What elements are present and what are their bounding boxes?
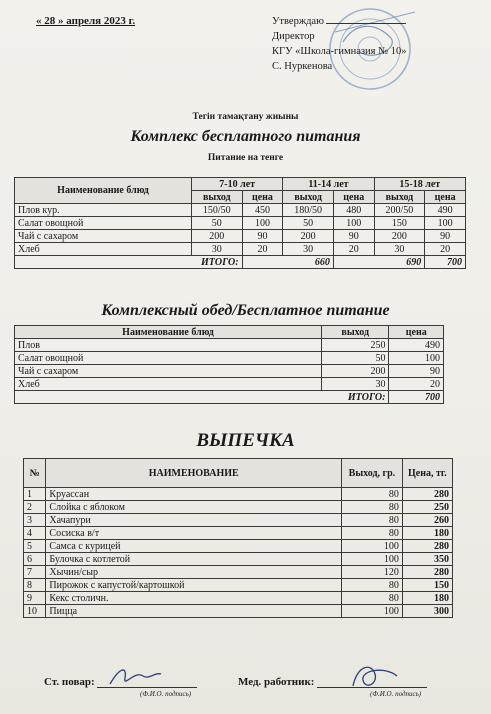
group-15-18: 15-18 лет xyxy=(374,178,465,191)
sub-header: выход xyxy=(283,191,334,204)
sub-header: цена xyxy=(333,191,374,204)
table-row: 8 Пирожок с капустой/картошкой 80 150 xyxy=(24,579,453,592)
complex-title: Комплекс бесплатного питания xyxy=(130,128,361,145)
age-group-menu-table xyxy=(14,177,466,269)
col-price: Цена, тг. xyxy=(402,459,452,488)
total-7-10: 660 xyxy=(242,256,333,269)
approve-line-4: С. Нуркенова xyxy=(272,61,333,72)
table-row: Хлеб 30 20 xyxy=(15,378,444,391)
sub-header: цена xyxy=(425,191,466,204)
table-row: Чай с сахаром 200 90 xyxy=(15,365,444,378)
medic-label: Мед. работник: xyxy=(238,676,315,688)
table-row: 3 Хачапури 80 260 xyxy=(24,514,453,527)
bakery-table xyxy=(23,458,453,618)
medic-handwritten-signature xyxy=(345,660,405,694)
kazakh-title: Тегін тамақтану жиыны xyxy=(192,112,299,122)
document-date: « 28 » апреля 2023 г. xyxy=(36,15,136,27)
total-value: 700 xyxy=(389,391,444,404)
medic-sign-caption: (Ф.И.О. подпись) xyxy=(370,690,422,698)
col-dish-name: Наименование блюд xyxy=(15,178,192,204)
table-row: 1 Круассан 80 280 xyxy=(24,488,453,501)
approval-block xyxy=(272,14,407,74)
total-row xyxy=(15,256,466,269)
col-output: выход xyxy=(322,326,389,339)
col-number: № xyxy=(24,459,46,488)
col-output: Выход, гр. xyxy=(342,459,403,488)
approve-line-2: Директор xyxy=(272,31,315,42)
table-row: 9 Кекс столичн. 80 180 xyxy=(24,592,453,605)
table-row: Хлеб 30 20 30 20 30 20 xyxy=(15,243,466,256)
table-row: Салат овощной 50 100 xyxy=(15,352,444,365)
total-row xyxy=(15,391,444,404)
sub-header: цена xyxy=(242,191,283,204)
group-11-14: 11-14 лет xyxy=(283,178,374,191)
col-name: НАИМЕНОВАНИЕ xyxy=(46,459,342,488)
table-row: 4 Сосиска в/т 80 180 xyxy=(24,527,453,540)
lunch-title: Комплексный обед/Бесплатное питание xyxy=(101,302,390,319)
table-row: 2 Слойка с яблоком 80 250 xyxy=(24,501,453,514)
table-row: Плов 250 490 xyxy=(15,339,444,352)
col-dish-name: Наименование блюд xyxy=(15,326,322,339)
table-row: Плов кур. 150/50 450 180/50 480 200/50 490 xyxy=(15,204,466,217)
table-row: Чай с сахаром 200 90 200 90 200 90 xyxy=(15,230,466,243)
total-11-14: 690 xyxy=(333,256,424,269)
table-row: 6 Булочка с котлетой 100 350 xyxy=(24,553,453,566)
table-row: Салат овощной 50 100 50 100 150 100 xyxy=(15,217,466,230)
approve-line-3: КГУ «Школа-гимназия № 10» xyxy=(272,46,407,57)
total-15-18: 700 xyxy=(425,256,466,269)
group-7-10: 7-10 лет xyxy=(192,178,283,191)
total-label: ИТОГО: xyxy=(15,391,389,404)
total-label: ИТОГО: xyxy=(15,256,243,269)
approve-line-1: Утверждаю xyxy=(272,14,407,29)
cook-sign-caption: (Ф.И.О. подпись) xyxy=(140,690,192,698)
lunch-table xyxy=(14,325,444,404)
sub-header: выход xyxy=(374,191,425,204)
price-note: Питание на тенге xyxy=(207,153,284,163)
cook-handwritten-signature xyxy=(105,662,165,692)
sub-header: выход xyxy=(192,191,243,204)
table-row: 5 Самса с курицей 100 280 xyxy=(24,540,453,553)
cook-label: Ст. повар: xyxy=(44,676,95,688)
table-row: 7 Хычин/сыр 120 280 xyxy=(24,566,453,579)
col-price: цена xyxy=(389,326,444,339)
bakery-title: ВЫПЕЧКА xyxy=(196,430,295,451)
table-row: 10 Пицца 100 300 xyxy=(24,605,453,618)
